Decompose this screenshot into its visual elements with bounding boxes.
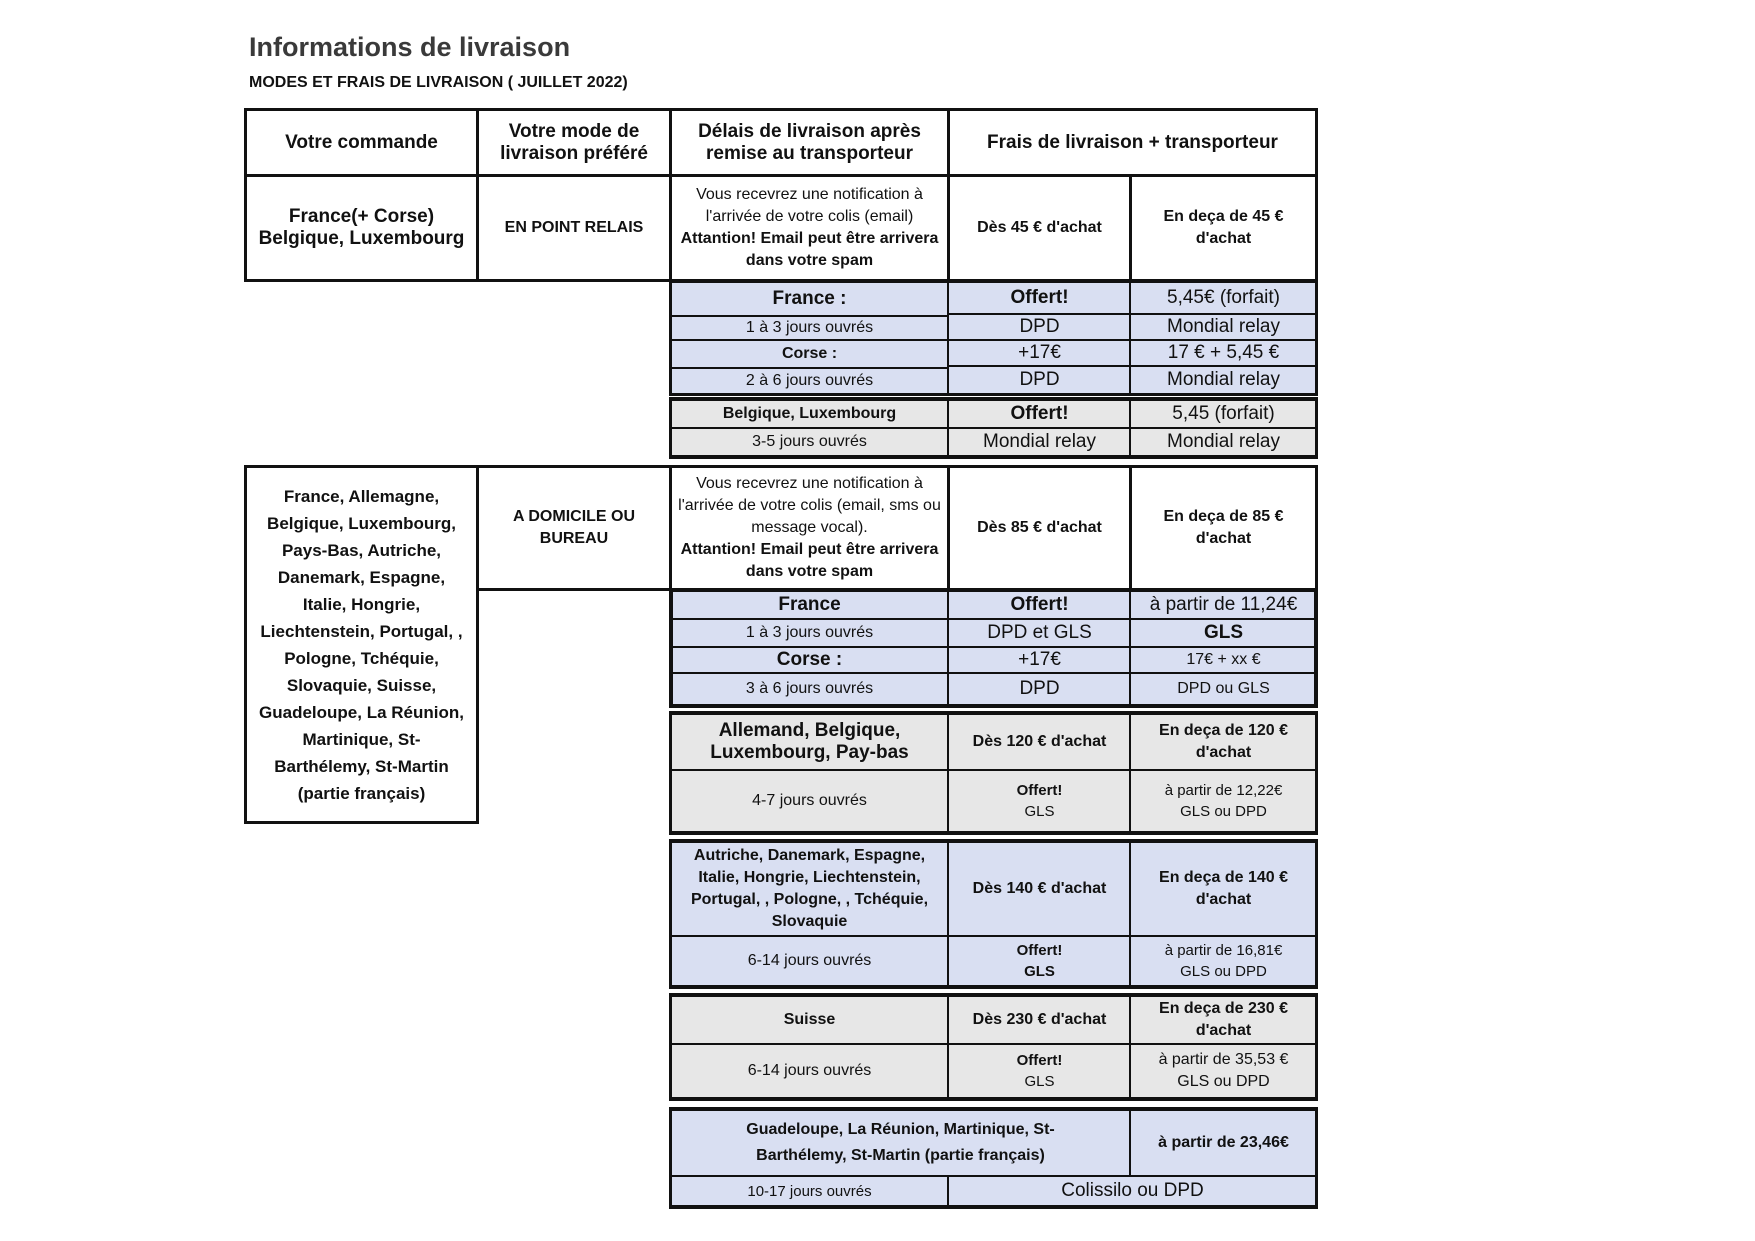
g3-above-carrier: GLS bbox=[1024, 1073, 1055, 1090]
g1-below-price: à partir de 12,22€ bbox=[1164, 782, 1283, 799]
home-corse-below-price: 17€ + xx € bbox=[1129, 646, 1318, 674]
relay-bel-below-price: 5,45 (forfait) bbox=[1129, 399, 1318, 429]
home-france-above-carrier: DPD et GLS bbox=[947, 618, 1132, 648]
g2-above bbox=[947, 935, 1132, 987]
relay-corse-below-price: 17 € + 5,45 € bbox=[1129, 339, 1318, 367]
g2-threshold-above: Dès 140 € d'achat bbox=[947, 841, 1132, 937]
home-notice-text: Vous recevrez une notification à l'arrivée de votre colis (email, sms ou message vocal). bbox=[678, 475, 941, 536]
header-order: Votre commande bbox=[244, 108, 479, 177]
g4-delay: 10-17 jours ouvrés bbox=[670, 1175, 949, 1207]
page-title: Informations de livraison bbox=[249, 32, 571, 62]
g4-label: Guadeloupe, La Réunion, Martinique, St-Barthélemy, St-Martin (partie français) bbox=[670, 1109, 1131, 1177]
header-delay: Délais de livraison après remise au transporteur bbox=[669, 108, 950, 177]
relay-corse-delay: 2 à 6 jours ouvrés bbox=[670, 367, 949, 395]
relay-threshold-above: Dès 45 € d'achat bbox=[947, 174, 1132, 282]
home-corse-above-carrier: DPD bbox=[947, 672, 1132, 706]
g2-below-price: à partir de 16,81€ bbox=[1164, 942, 1283, 959]
g1-above-price: Offert! bbox=[1016, 782, 1063, 799]
header-fees: Frais de livraison + transporteur bbox=[947, 108, 1318, 177]
g3-threshold-above: Dès 230 € d'achat bbox=[947, 995, 1132, 1045]
g3-label: Suisse bbox=[670, 995, 949, 1045]
relay-warning: Attantion! Email peut être arrivera dans votre spam bbox=[680, 230, 939, 269]
g3-below-carrier: GLS ou DPD bbox=[1177, 1073, 1270, 1090]
relay-corse-above-carrier: DPD bbox=[947, 365, 1132, 395]
relay-france-below-price: 5,45€ (forfait) bbox=[1129, 281, 1318, 315]
relay-notice-text: Vous recevrez une notification à l'arrivée de votre colis (email) bbox=[696, 186, 923, 225]
g2-delay: 6-14 jours ouvrés bbox=[670, 935, 949, 987]
relay-countries: France(+ Corse) Belgique, Luxembourg bbox=[244, 174, 479, 282]
g2-label: Autriche, Danemark, Espagne, Italie, Hongrie, Liechtenstein, Portugal, , Pologne, , Tchéquie, Slovaquie bbox=[670, 841, 949, 937]
g1-above-carrier: GLS bbox=[1024, 803, 1055, 820]
g2-threshold-below: En deça de 140 € d'achat bbox=[1129, 841, 1318, 937]
g3-above-price: Offert! bbox=[1016, 1052, 1063, 1069]
relay-france-below-carrier: Mondial relay bbox=[1129, 313, 1318, 341]
relay-mode: EN POINT RELAIS bbox=[476, 174, 672, 282]
g2-above-carrier: GLS bbox=[1024, 963, 1055, 980]
g1-label: Allemand, Belgique, Luxembourg, Pay-bas bbox=[670, 713, 949, 771]
g1-threshold-above: Dès 120 € d'achat bbox=[947, 713, 1132, 771]
home-france-below-carrier: GLS bbox=[1129, 618, 1318, 648]
relay-bel-delay: 3-5 jours ouvrés bbox=[670, 427, 949, 457]
relay-threshold-below: En deça de 45 € d'achat bbox=[1129, 174, 1318, 282]
g3-above bbox=[947, 1043, 1132, 1099]
home-france-below-price: à partir de 11,24€ bbox=[1129, 590, 1318, 620]
page-subtitle: MODES ET FRAIS DE LIVRAISON ( JUILLET 2022) bbox=[249, 74, 628, 91]
g2-below-carrier: GLS ou DPD bbox=[1180, 963, 1267, 980]
relay-france-above-carrier: DPD bbox=[947, 313, 1132, 341]
g4-price: à partir de 23,46€ bbox=[1129, 1109, 1318, 1177]
g4-carrier: Colissilo ou DPD bbox=[947, 1175, 1318, 1207]
g2-above-price: Offert! bbox=[1016, 942, 1063, 959]
header-mode: Votre mode de livraison préféré bbox=[476, 108, 672, 177]
home-france-label: France bbox=[670, 590, 949, 620]
relay-bel-above-carrier: Mondial relay bbox=[947, 427, 1132, 457]
relay-france-label: France : bbox=[670, 281, 949, 317]
g1-below bbox=[1129, 769, 1318, 833]
g1-below-carrier: GLS ou DPD bbox=[1180, 803, 1267, 820]
relay-bel-label: Belgique, Luxembourg bbox=[670, 399, 949, 429]
relay-france-delay: 1 à 3 jours ouvrés bbox=[670, 315, 949, 341]
relay-corse-above-price: +17€ bbox=[947, 339, 1132, 367]
g3-threshold-below: En deça de 230 € d'achat bbox=[1129, 995, 1318, 1045]
g1-delay: 4-7 jours ouvrés bbox=[670, 769, 949, 833]
g3-delay: 6-14 jours ouvrés bbox=[670, 1043, 949, 1099]
home-countries: France, Allemagne, Belgique, Luxembourg, Pays-Bas, Autriche, Danemark, Espagne, Italie, Hongrie, Liechtenstein, Portugal, , Pologne, Tchéquie, Slovaquie, Suisse, Guadeloupe, La Réunion, Martinique, St-Barthélemy, St-Martin (partie français) bbox=[244, 465, 479, 824]
g1-threshold-below: En deça de 120 € d'achat bbox=[1129, 713, 1318, 771]
home-corse-below-carrier: DPD ou GLS bbox=[1129, 672, 1318, 706]
relay-bel-above-price: Offert! bbox=[947, 399, 1132, 429]
g3-below bbox=[1129, 1043, 1318, 1099]
home-corse-label: Corse : bbox=[670, 646, 949, 674]
home-notice bbox=[669, 465, 950, 591]
relay-france-above-price: Offert! bbox=[947, 281, 1132, 315]
g3-below-price: à partir de 35,53 € bbox=[1158, 1051, 1289, 1068]
home-corse-above-price: +17€ bbox=[947, 646, 1132, 674]
relay-bel-below-carrier: Mondial relay bbox=[1129, 427, 1318, 457]
home-france-delay: 1 à 3 jours ouvrés bbox=[670, 618, 949, 648]
g1-above bbox=[947, 769, 1132, 833]
home-france-above-price: Offert! bbox=[947, 590, 1132, 620]
home-threshold-above: Dès 85 € d'achat bbox=[947, 465, 1132, 591]
home-mode: A DOMICILE OU BUREAU bbox=[476, 465, 672, 591]
relay-corse-below-carrier: Mondial relay bbox=[1129, 365, 1318, 395]
home-warning: Attantion! Email peut être arrivera dans votre spam bbox=[680, 541, 939, 580]
g2-below bbox=[1129, 935, 1318, 987]
relay-corse-label: Corse : bbox=[670, 339, 949, 369]
home-threshold-below: En deça de 85 € d'achat bbox=[1129, 465, 1318, 591]
relay-notice bbox=[669, 174, 950, 282]
home-corse-delay: 3 à 6 jours ouvrés bbox=[670, 672, 949, 706]
